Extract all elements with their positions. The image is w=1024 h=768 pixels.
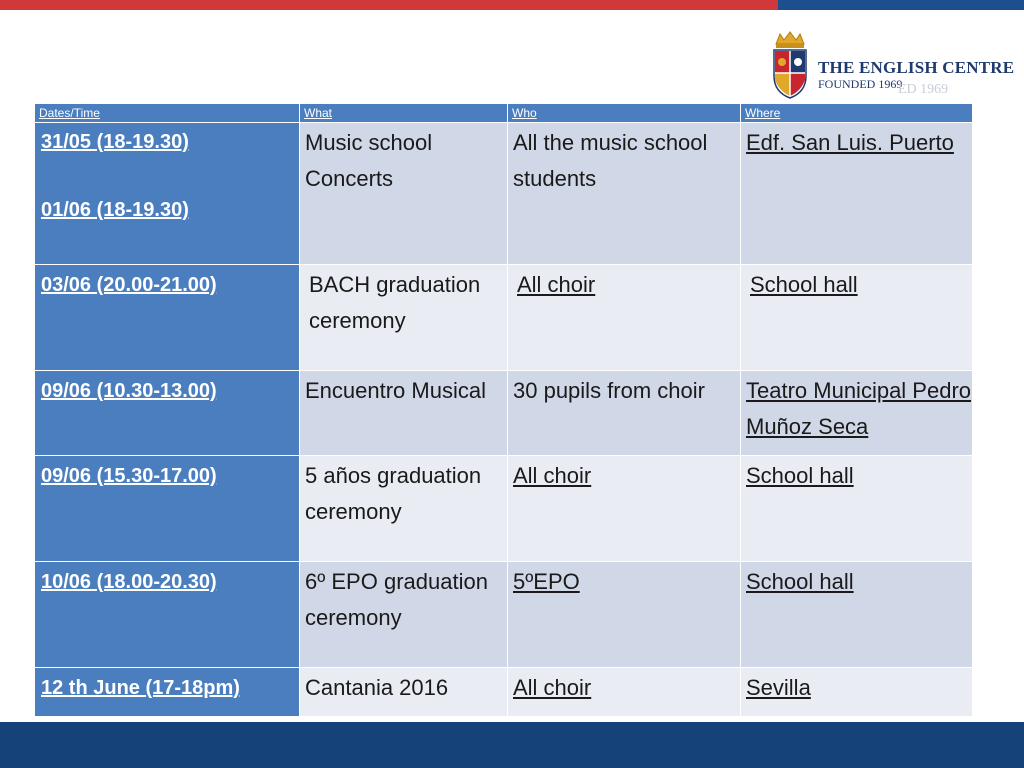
table-row — [35, 562, 973, 668]
date-cell: 03/06 (20.00-21.00) — [35, 265, 300, 371]
header-where: Where — [741, 104, 973, 123]
who-cell: All choir — [508, 265, 741, 371]
where-cell: School hall — [741, 265, 973, 371]
who-cell: All choir — [508, 456, 741, 562]
who-cell: 30 pupils from choir — [508, 371, 741, 456]
where-cell: Teatro Municipal Pedro Muñoz Seca — [741, 371, 973, 456]
header-what: What — [300, 104, 508, 123]
table-row — [35, 456, 973, 562]
where-cell: Edf. San Luis. Puerto — [741, 123, 973, 265]
header-dates: Dates/Time — [35, 104, 300, 123]
events-table — [34, 103, 973, 740]
date-cell: 09/06 (10.30-13.00) — [35, 371, 300, 456]
logo-ghost-text: ED 1969 — [898, 82, 949, 97]
bottom-blue-bar — [0, 722, 1024, 768]
who-cell: All the music school students — [508, 123, 741, 265]
logo-subtitle: FOUNDED 1969 — [818, 77, 903, 91]
what-cell: Encuentro Musical — [300, 371, 508, 456]
date-cell: 10/06 (18.00-20.30) — [35, 562, 300, 668]
where-cell: School hall — [741, 456, 973, 562]
where-cell: School hall — [741, 562, 973, 668]
table-row — [35, 123, 973, 265]
date-cell: 09/06 (15.30-17.00) — [35, 456, 300, 562]
date-cell: 12 th June (17-18pm) — [35, 668, 300, 740]
what-cell: Cantania 2016 — [300, 668, 508, 740]
who-cell: All choir — [508, 668, 741, 740]
what-cell: 6º EPO graduation ceremony — [300, 562, 508, 668]
crest-icon — [770, 30, 810, 100]
table-row — [35, 265, 973, 371]
header-who: Who — [508, 104, 741, 123]
table-header-row — [35, 104, 973, 123]
what-cell: Music school Concerts — [300, 123, 508, 265]
who-cell: 5ºEPO — [508, 562, 741, 668]
date-cell: 31/05 (18-19.30) 01/06 (18-19.30) — [35, 123, 300, 265]
what-cell: 5 años graduation ceremony — [300, 456, 508, 562]
where-cell: Sevilla — [741, 668, 973, 740]
logo-title: THE ENGLISH CENTRE — [818, 58, 1015, 77]
what-cell: BACH graduation ceremony — [300, 265, 508, 371]
top-blue-bar — [778, 0, 1024, 10]
top-red-bar — [0, 0, 778, 10]
school-logo — [770, 30, 1015, 100]
table-row — [35, 371, 973, 456]
